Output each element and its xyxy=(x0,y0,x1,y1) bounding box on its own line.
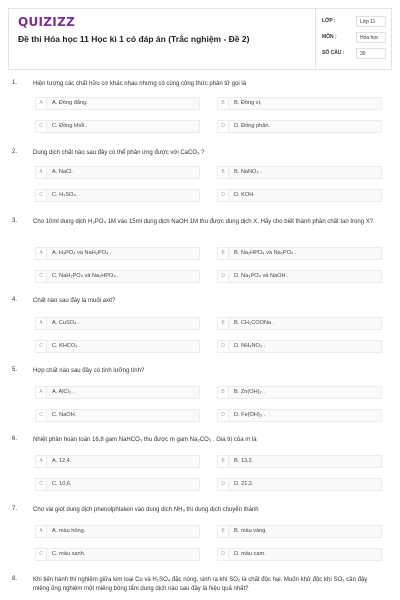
meta-row-count xyxy=(322,48,390,62)
option-letter: C xyxy=(36,479,47,490)
question-number: 3. xyxy=(12,218,18,224)
option-c[interactable] xyxy=(35,340,200,353)
option-b[interactable] xyxy=(217,455,382,468)
option-d[interactable] xyxy=(217,270,382,283)
option-text: D. Fe(OH)₃ . xyxy=(234,412,266,418)
option-text: D. Đồng phân. xyxy=(234,123,271,129)
option-letter: C xyxy=(36,121,47,132)
option-b[interactable] xyxy=(217,525,382,538)
option-b[interactable] xyxy=(217,97,382,110)
option-c[interactable] xyxy=(35,478,200,491)
option-letter: C xyxy=(36,271,47,282)
option-a[interactable] xyxy=(35,525,200,538)
option-b[interactable] xyxy=(217,386,382,399)
option-text: D. 21,2. xyxy=(234,481,254,487)
option-b[interactable] xyxy=(217,317,382,330)
quizizz-logo: QUIZIZZ xyxy=(18,15,76,29)
option-text: C. Đồng khối. xyxy=(52,123,86,129)
question-number: 2. xyxy=(12,149,18,155)
option-text: C. NaOH. xyxy=(52,412,77,418)
question-text: Hiện tượng các chất hữu cơ khác nhau nhưng có cùng công thức phân tử gọi là xyxy=(33,81,247,87)
option-text: A. CuSO₄ . xyxy=(52,320,80,326)
option-letter: B xyxy=(218,526,229,537)
worksheet-header xyxy=(8,8,392,70)
question-number: 5. xyxy=(12,367,18,373)
question-text: Hợp chất nào sau đây có tính lưỡng tính? xyxy=(33,368,145,374)
option-letter: A xyxy=(36,387,47,398)
option-c[interactable] xyxy=(35,189,200,202)
option-text: C. 10,6. xyxy=(52,481,72,487)
option-letter: C xyxy=(36,410,47,421)
option-b[interactable] xyxy=(217,166,382,179)
meta-panel xyxy=(315,9,392,70)
question-number: 6. xyxy=(12,436,18,442)
option-c[interactable] xyxy=(35,409,200,422)
option-letter: C xyxy=(36,190,47,201)
question-text: Dung dịch chất nào sau đây có thể phản ứng được với CaCO₃ ? xyxy=(33,150,205,156)
option-letter: B xyxy=(218,167,229,178)
option-a[interactable] xyxy=(35,455,200,468)
meta-value-subject: Hóa học xyxy=(356,32,386,43)
option-letter: B xyxy=(218,456,229,467)
option-c[interactable] xyxy=(35,548,200,561)
option-letter: D xyxy=(218,479,229,490)
option-c[interactable] xyxy=(35,270,200,283)
question-text: Khi tiến hành thí nghiệm giữa kim loại Cu và H₂SO₄ đặc nóng, sinh ra khí SO₂ là chất độc hại. Muốn khử độc khí SO₂ cần đậy miệng ống nghiệm một miếng bông tẩm dung dịch nào sau đây là hiệu quả nhất? xyxy=(33,577,368,592)
option-text: C. KHCO₃ . xyxy=(52,343,81,349)
meta-label: MÔN : xyxy=(322,34,337,40)
option-text: A. màu hồng. xyxy=(52,528,86,534)
question-text: Chất nào sau đây là muối axit? xyxy=(33,298,116,304)
option-letter: B xyxy=(218,318,229,329)
meta-value-class: Lớp 11 xyxy=(356,16,386,27)
option-text: C. NaH₂PO₄ và Na₂HPO₄ . xyxy=(52,273,119,279)
option-letter: B xyxy=(218,387,229,398)
option-letter: A xyxy=(36,167,47,178)
option-text: B. Na₂HPO₄ và Na₃PO₄ . xyxy=(234,250,297,256)
option-text: D. NH₄NO₃ . xyxy=(234,343,266,349)
option-text: A. Đồng đẳng. xyxy=(52,100,88,106)
option-a[interactable] xyxy=(35,386,200,399)
option-letter: D xyxy=(218,190,229,201)
option-text: C. H₂SO₄ . xyxy=(52,192,79,198)
option-text: B. 13,2. xyxy=(234,458,254,464)
option-d[interactable] xyxy=(217,409,382,422)
option-a[interactable] xyxy=(35,166,200,179)
option-text: D. Na₃PO₄ và NaOH . xyxy=(234,273,289,279)
meta-row-class xyxy=(322,16,390,30)
option-letter: B xyxy=(218,98,229,109)
question-text: Cho 10ml dung dịch H₃PO₄ 1M vào 15ml dung dịch NaOH 1M thu được dung dịch X. Hãy cho biết thành phần chất tan trong X? xyxy=(33,219,374,225)
meta-label: SỐ CÂU : xyxy=(322,50,345,56)
option-letter: A xyxy=(36,456,47,467)
question-number: 4. xyxy=(12,297,18,303)
option-letter: D xyxy=(218,549,229,560)
question-text: Cho vài giọt dung dịch phenolphtalein vào dung dịch NH₃ thì dung dịch chuyển thành xyxy=(33,507,259,513)
option-text: B. Đồng vị. xyxy=(234,100,262,106)
option-c[interactable] xyxy=(35,120,200,133)
option-letter: D xyxy=(218,341,229,352)
option-d[interactable] xyxy=(217,189,382,202)
option-letter: D xyxy=(218,121,229,132)
meta-label: LỚP : xyxy=(322,18,336,24)
option-b[interactable] xyxy=(217,247,382,260)
option-text: A. AlCl₃ . xyxy=(52,389,75,395)
option-a[interactable] xyxy=(35,247,200,260)
meta-row-subject xyxy=(322,32,390,46)
page-title: Đề thi Hóa học 11 Học kì 1 có đáp án (Trắc nghiệm - Đề 2) xyxy=(18,34,250,44)
option-text: D. KOH. xyxy=(234,192,255,198)
meta-value-count: 30 xyxy=(356,48,386,59)
option-letter: A xyxy=(36,248,47,259)
option-a[interactable] xyxy=(35,97,200,110)
option-letter: D xyxy=(218,271,229,282)
question-number: 7. xyxy=(12,506,18,512)
question-text: Nhiệt phân hoàn toàn 16,8 gam NaHCO₃ thu được m gam Na₂CO₃ . Giá trị của m là xyxy=(33,437,257,443)
question-number: 8. xyxy=(12,576,18,582)
option-letter: B xyxy=(218,248,229,259)
option-d[interactable] xyxy=(217,478,382,491)
option-text: A. NaCl. xyxy=(52,169,73,175)
option-letter: A xyxy=(36,98,47,109)
option-d[interactable] xyxy=(217,340,382,353)
option-letter: A xyxy=(36,318,47,329)
option-text: D. màu cam. xyxy=(234,551,266,557)
option-letter: C xyxy=(36,341,47,352)
option-text: B. Zn(OH)₂ . xyxy=(234,389,265,395)
option-d[interactable] xyxy=(217,120,382,133)
option-letter: A xyxy=(36,526,47,537)
question-number: 1. xyxy=(12,80,18,86)
option-text: B. CH₃COONa . xyxy=(234,320,275,326)
option-text: A. H₃PO₄ và NaH₂PO₄ . xyxy=(52,250,112,256)
option-d[interactable] xyxy=(217,548,382,561)
option-a[interactable] xyxy=(35,317,200,330)
option-text: A. 12,4. xyxy=(52,458,72,464)
option-text: C. màu xanh. xyxy=(52,551,86,557)
option-letter: D xyxy=(218,410,229,421)
option-letter: C xyxy=(36,549,47,560)
option-text: B. NaNO₃ . xyxy=(234,169,262,175)
option-text: B. màu vàng. xyxy=(234,528,267,534)
